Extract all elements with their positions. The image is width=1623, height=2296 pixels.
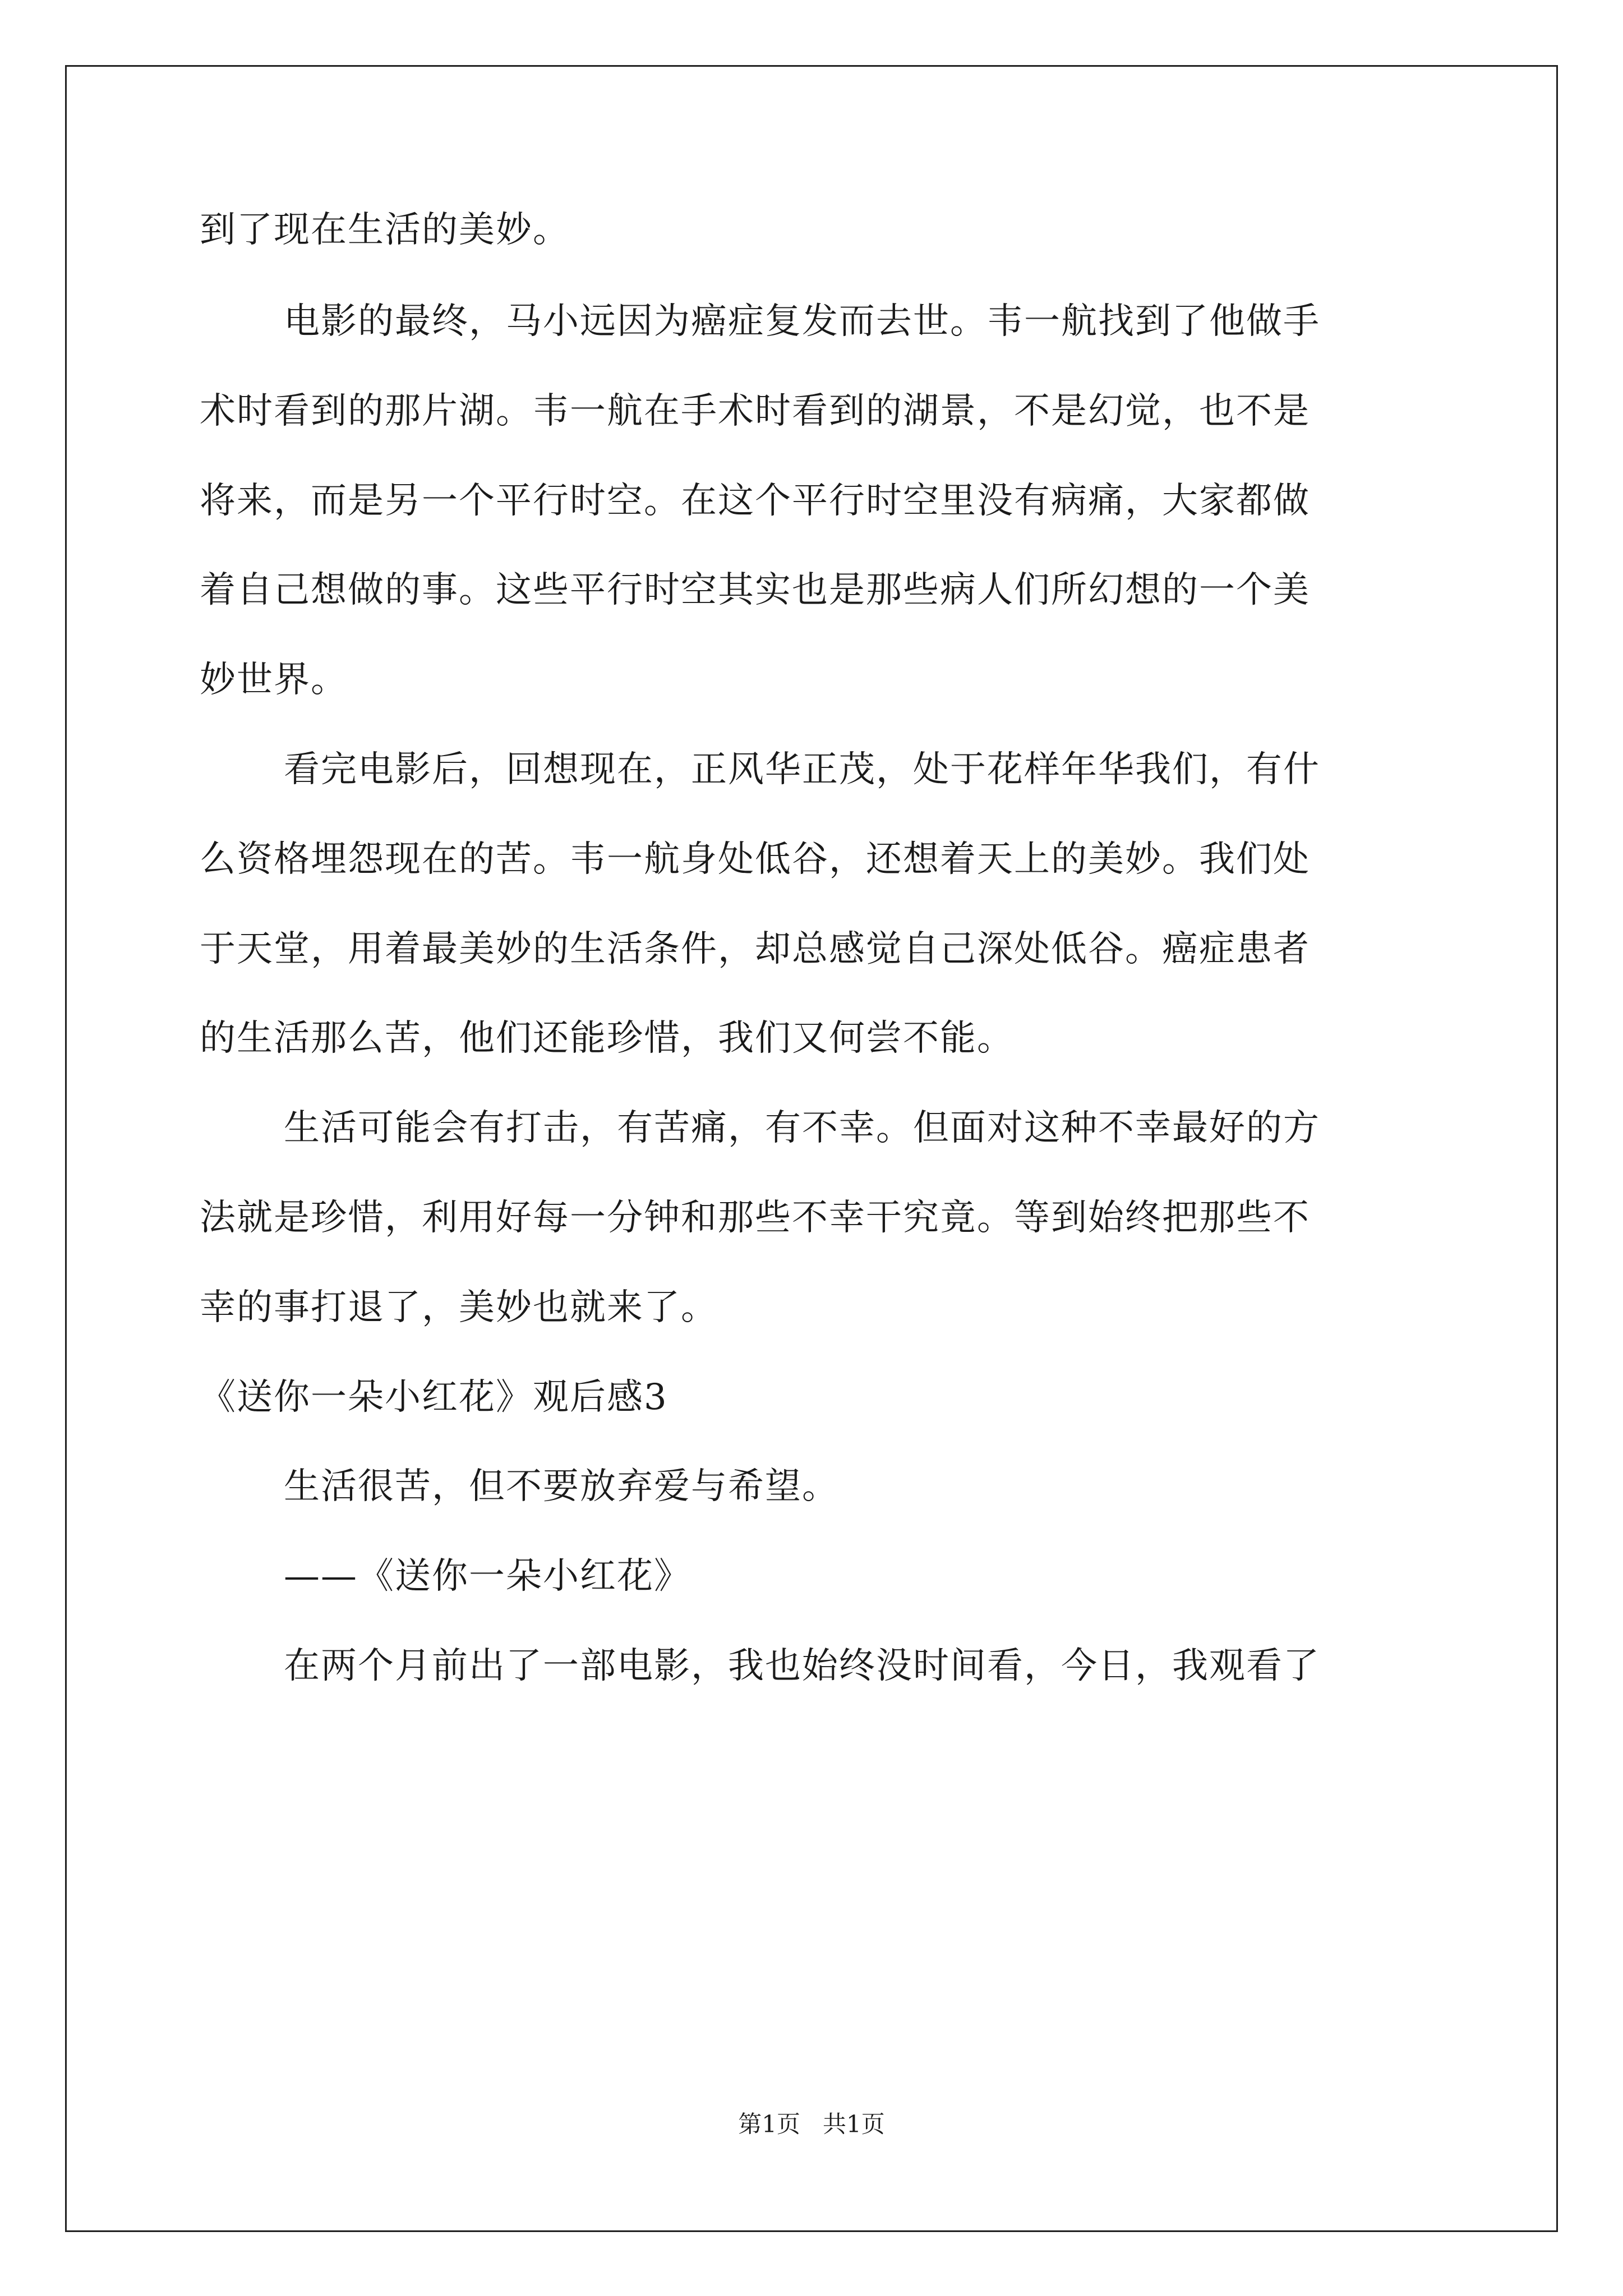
paragraph-line: 于天堂，用着最美妙的生活条件，却总感觉自己深处低谷。癌症患者	[200, 928, 1310, 970]
paragraph-line: 生活可能会有打击，有苦痛，有不幸。但面对这种不幸最好的方	[284, 1107, 1320, 1149]
page-footer: 第1页 共1页	[738, 2110, 885, 2138]
paragraph-line: 妙世界。	[200, 659, 348, 701]
paragraph-line: 么资格埋怨现在的苦。韦一航身处低谷，还想着天上的美妙。我们处	[200, 839, 1310, 880]
paragraph-line: 幸的事打退了，美妙也就来了。	[200, 1287, 718, 1328]
paragraph-line: 到了现在生活的美妙。	[200, 209, 570, 251]
quote-attribution: ——《送你一朵小红花》	[284, 1556, 691, 1597]
paragraph-line: 将来，而是另一个平行时空。在这个平行时空里没有病痛，大家都做	[200, 480, 1310, 522]
section-heading: 《送你一朵小红花》观后感3	[200, 1377, 668, 1418]
paragraph-line: 法就是珍惜，利用好每一分钟和那些不幸干究竟。等到始终把那些不	[200, 1197, 1310, 1239]
paragraph-line: 着自己想做的事。这些平行时空其实也是那些病人们所幻想的一个美	[200, 569, 1310, 611]
paragraph-line: 在两个月前出了一部电影，我也始终没时间看，今日，我观看了	[284, 1645, 1320, 1687]
paragraph-line: 电影的最终，马小远因为癌症复发而去世。韦一航找到了他做手	[284, 301, 1320, 342]
quote-line: 生活很苦，但不要放弃爱与希望。	[284, 1466, 839, 1507]
paragraph-line: 的生活那么苦，他们还能珍惜，我们又何尝不能。	[200, 1018, 1014, 1059]
paragraph-line: 术时看到的那片湖。韦一航在手术时看到的湖景，不是幻觉，也不是	[200, 390, 1310, 432]
paragraph-line: 看完电影后，回想现在，正风华正茂，处于花样年华我们，有什	[284, 749, 1320, 790]
